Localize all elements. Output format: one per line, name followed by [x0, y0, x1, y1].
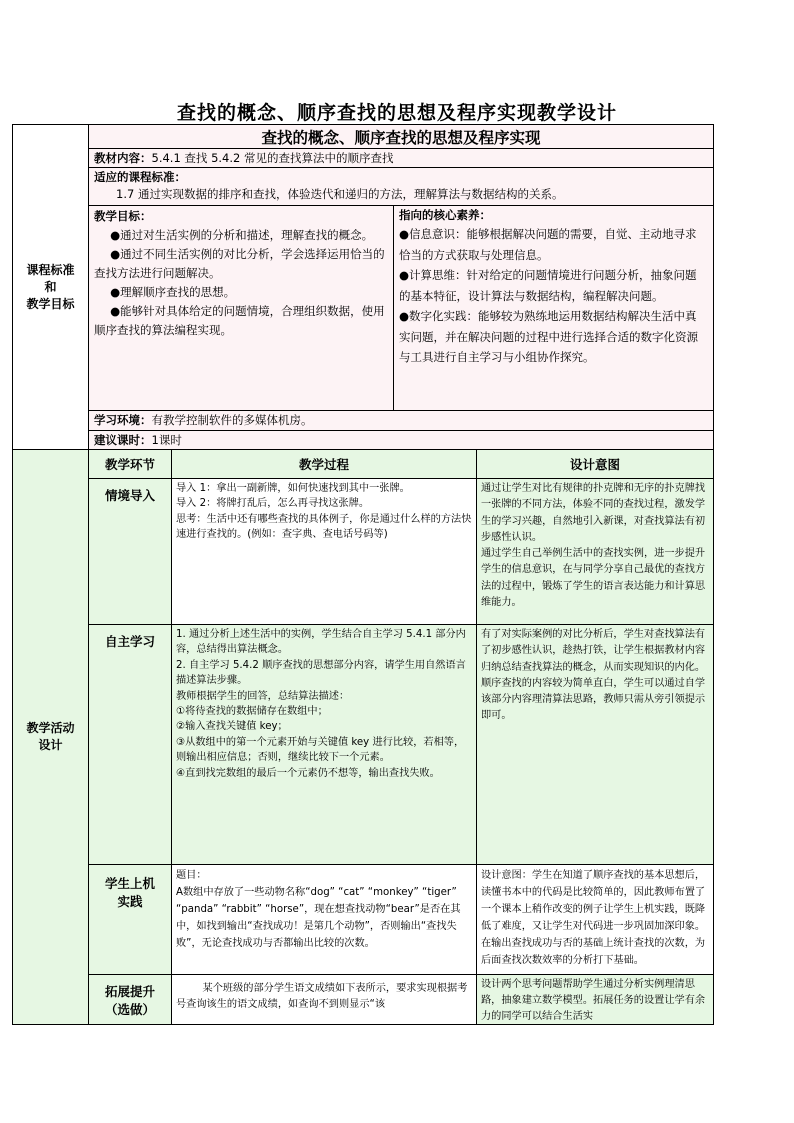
textbook-content-row [88, 148, 714, 168]
stage-label: 拓展提升 [104, 984, 155, 999]
document-title: 查找的概念、顺序查找的思想及程序实现教学设计 [176, 102, 617, 124]
class-hours-row [88, 430, 714, 450]
process-line: 教师根据学生的回答，总结算法描述： [176, 690, 350, 702]
stage-label: （选做） [104, 1002, 155, 1017]
process-line: 导入 1：拿出一副新牌，如何快速找到其中一张牌。 [176, 483, 410, 494]
intent-cell [476, 974, 714, 1025]
curriculum-standard-text: 1.7 通过实现数据的排序和查找，体验迭代和递归的方法，理解算法与数据结构的关系。 [116, 187, 564, 201]
process-cell [171, 974, 477, 1025]
process-cell [171, 864, 477, 975]
intent-line: 顺序查找的内容较为简单直白，学生可以通过自学该部分内容理清算法思路，教师只需从旁引领提示即可。 [481, 677, 706, 722]
stage-label: 自主学习 [104, 634, 155, 649]
intent-line: 通过让学生对比有规律的扑克牌和无序的扑克牌找一张牌的不同方法，体验不同的查找过程，激发学生的学习兴趣，自然地引入新课，对查找算法有初步感性认识。 [481, 483, 706, 543]
textbook-content-text: 5.4.1 查找 5.4.2 常见的查找算法中的顺序查找 [151, 151, 394, 165]
teaching-goal-item: ●能够针对具体给定的问题情境，合理组织数据，使用顺序查找的算法编程实现。 [94, 304, 385, 337]
stage-cell [88, 974, 172, 1025]
intent-cell [476, 864, 714, 975]
stage-label: 学生上机 [104, 876, 155, 891]
intent-line: 有了对实际案例的对比分析后，学生对查找算法有了初步感性认识，趁热打铁，让学生根据教材内容归纳总结查找算法的概念，从而实现知识的内化。 [481, 629, 706, 673]
learning-environment-label: 学习环境： [94, 413, 152, 427]
section-label-line: 和 [44, 279, 57, 294]
process-line: ③从数组中的第一个元素开始与关键值 key 进行比较，若相等，则输出相应信息；否则，继续比较下一个元素。 [176, 736, 465, 764]
class-hours-text: 1课时 [151, 433, 182, 447]
intent-cell [476, 478, 714, 625]
teaching-goals-label: 教学目标： [94, 209, 152, 223]
stage-cell [88, 624, 172, 865]
intent-line: 通过学生自己举例生活中的查找实例，进一步提升学生的信息意识，在与同学分享自己最优的查找方法的过程中，锻炼了学生的语言表达能力和计算思维能力。 [481, 548, 706, 609]
core-literacy-item: ●数字化实践：能够较为熟练地运用数据结构解决生活中真实问题，并在解决问题的过程中进行选择合适的数字化资源与工具进行自主学习与小组协作探究。 [399, 309, 698, 364]
stage-cell [88, 478, 172, 625]
process-line: ②输入查找关键值 key； [176, 721, 288, 733]
process-line: 某个班级的部分学生语文成绩如下表所示，要求实现根据考号查询该生的语文成绩，如查询不到则显示“该 [176, 983, 468, 1010]
class-hours-label: 建议课时： [94, 433, 152, 447]
core-literacy-cell [393, 205, 714, 411]
process-cell [171, 624, 477, 865]
stage-label: 情境导入 [104, 488, 155, 503]
header-teaching-stage: 教学环节 [88, 449, 172, 479]
intent-cell [476, 624, 714, 865]
teaching-goal-item: ●通过对生活实例的分析和描述，理解查找的概念。 [110, 228, 374, 242]
section-label-line: 课程标准 [26, 262, 75, 277]
process-line: A数组中存放了一些动物名称“dog” “cat” “monkey” “tiger” “panda” “rabbit” “horse”，现在想查找动物“bear”是否在其中，如找到输出“查找成功！是第几个动物”，否则输出“查找失败”，无论查找成功与否都输出比较的次数。 [176, 887, 461, 949]
process-line: 导入 2：将牌打乱后，怎么再寻找这张牌。 [176, 498, 370, 510]
section-label-standards [12, 124, 89, 450]
section-label-line: 教学目标 [26, 296, 75, 311]
teaching-goals-cell [88, 205, 394, 411]
teaching-goal-item: ●理解顺序查找的思想。 [110, 285, 236, 299]
header-design-intent: 设计意图 [476, 449, 714, 479]
process-line: 1. 通过分析上述生活中的实例，学生结合自主学习 5.4.1 部分内容，总结得出算法概念。 [176, 629, 466, 656]
process-line: ①将待查找的数据储存在数组中； [176, 706, 328, 718]
section-label-line: 教学活动 [26, 721, 75, 735]
process-line: 2. 自主学习 5.4.2 顺序查找的思想部分内容，请学生用自然语言描述算法步骤。 [176, 659, 466, 687]
header-teaching-process: 教学过程 [171, 449, 477, 479]
textbook-content-label: 教材内容： [94, 151, 152, 165]
core-literacy-label: 指向的核心素养： [399, 208, 491, 222]
teaching-goal-item: ●通过不同生活实例的对比分析，学会选择运用恰当的查找方法进行问题解决。 [94, 247, 385, 280]
intent-line: 设计两个思考问题帮助学生通过分析实例理清思路，抽象建立数学模型。拓展任务的设置让学有余力的同学可以结合生活实 [481, 979, 706, 1022]
section-label-activities [12, 449, 89, 1025]
core-literacy-item: ●信息意识：能够根据解决问题的需要，自觉、主动地寻求恰当的方式获取与处理信息。 [399, 227, 697, 262]
curriculum-standard-label: 适应的课程标准： [94, 170, 186, 184]
stage-label: 实践 [117, 894, 143, 909]
process-line: 题目： [176, 870, 207, 881]
curriculum-standard-row [88, 167, 714, 206]
intent-line: 设计意图：学生在知道了顺序查找的基本思想后，读懂书本中的代码是比较简单的，因此教师布置了一个课本上稍作改变的例子让学生上机实践，既降低了难度，又让学生对代码进一步巩固加深印象。在输出查找成功与否的基础上统计查找的次数，为后面查找次数效率的分析打下基础。 [481, 870, 706, 966]
process-line: ④直到找完数组的最后一个元素仍不想等，输出查找失败。 [176, 767, 440, 779]
process-cell [171, 478, 477, 625]
section-label-line: 设计 [38, 738, 63, 752]
process-line: 思考：生活中还有哪些查找的具体例子，你是通过什么样的方法快速进行查找的。(例如：查字典、查电话号码等) [176, 513, 472, 541]
stage-cell [88, 864, 172, 975]
core-literacy-item: ●计算思维：针对给定的问题情境进行问题分析，抽象问题的基本特征，设计算法与数据结构，编程解决问题。 [399, 268, 697, 303]
learning-environment-text: 有教学控制软件的多媒体机房。 [151, 413, 313, 427]
lesson-title: 查找的概念、顺序查找的思想及程序实现 [88, 124, 714, 149]
learning-environment-row [88, 410, 714, 431]
